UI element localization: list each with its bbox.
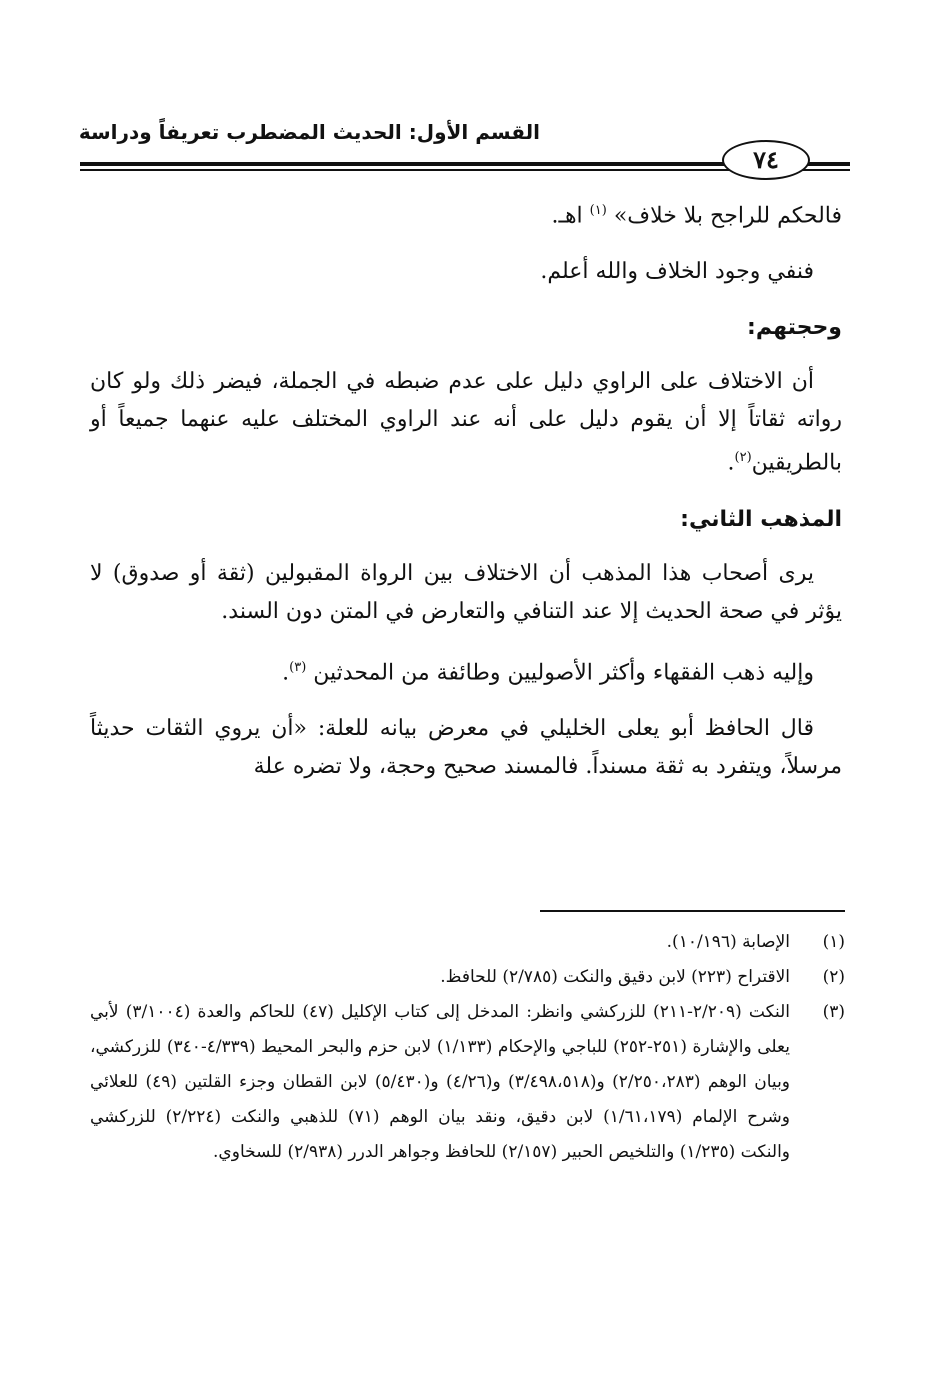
footnote [90, 960, 845, 995]
heading-second-school: المذهب الثاني: [680, 506, 842, 532]
footnote [90, 925, 845, 960]
paragraph-3 [90, 363, 842, 482]
footnote-ref-1: (١) [589, 203, 607, 218]
footnote-ref-2: (٢) [734, 450, 752, 466]
footnote-number: (٢) [822, 967, 845, 987]
footnote-text: الإصابة (١٠/١٩٦). [666, 932, 790, 952]
footnote-separator [540, 910, 845, 912]
footnote-ref-3: (٣) [289, 659, 307, 675]
main-text [90, 192, 842, 804]
footnote-number: (١) [822, 932, 845, 952]
paragraph-1 [90, 192, 842, 235]
page-number: ٧٤ [722, 140, 810, 180]
paragraph-1-text: فالحكم للراجح بلا خلاف» [613, 203, 842, 229]
footnote [90, 995, 845, 1170]
paragraph-2: فنفي وجود الخلاف والله أعلم. [540, 259, 814, 285]
paragraph-5 [90, 649, 842, 692]
paragraph-4: يرى أصحاب هذا المذهب أن الاختلاف بين الرواة المقبولين (ثقة أو صدوق) لا يؤثر في صحة الحديث إلا عند التنافي والتعارض في المتن دون السند. [90, 560, 842, 624]
paragraph-3-text: أن الاختلاف على الراوي دليل على عدم ضبطه في الجملة، فيضر ذلك ولو كان رواته ثقاتاً إلا أن يقوم دليل على أنه عند الراوي المختلف عليه عنهما جميعاً أو بالطريقين [90, 369, 842, 476]
paragraph-1-end: اهـ. [551, 203, 590, 229]
heading-evidence: وحجتهم: [747, 315, 842, 341]
paragraph-6: قال الحافظ أبو يعلى الخليلي في معرض بيانه للعلة: «أن يروي الثقات حديثاً مرسلاً، ويتفرد به ثقة مسنداً. فالمسند صحيح وحجة، ولا تضره علة [90, 715, 842, 779]
paragraph-3-end: . [727, 450, 735, 476]
footnotes [90, 925, 845, 1170]
footnote-number: (٣) [822, 1002, 845, 1022]
footnote-text: النكت (٢/٢٠٩-٢١١) للزركشي وانظر: المدخل إلى كتاب الإكليل (٤٧) للحاكم والعدة (٣/١٠٠٤) لأبي يعلى والإشارة (٢٥١-٢٥٢) للباجي والإحكام (١/١٣٣) لابن حزم والبحر المحيط (٤/٣٣٩-٣٤٠) للزركشي، وبيان الوهم (٢/٢٥٠،٢٨٣) و(٣/٤٩٨،٥١٨) و(٤/٢٦) و(٥/٤٣٠) لابن القطان وجزء القلتين (٤٩) للعلائي وشرح الإلمام (١/٦١،١٧٩) لابن دقيق، ونقد بيان الوهم (٧١) للذهبي والنكت (٢/٢٢٤) للزركشي والنكت (١/٢٣٥) والتلخيص الحبير (٢/١٥٧) للحافظ وجواهر الدرر (٢/٩٣٨) للسخاوي. [90, 1002, 791, 1162]
paragraph-5-end: . [282, 659, 290, 685]
footnote-text: الاقتراح (٢٢٣) لابن دقيق والنكت (٢/٧٨٥) للحافظ. [440, 967, 790, 987]
paragraph-5-text: وإليه ذهب الفقهاء وأكثر الأصوليين وطائفة من المحدثين [313, 659, 814, 685]
running-title: القسم الأول: الحديث المضطرب تعريفاً ودراسة [78, 120, 540, 144]
